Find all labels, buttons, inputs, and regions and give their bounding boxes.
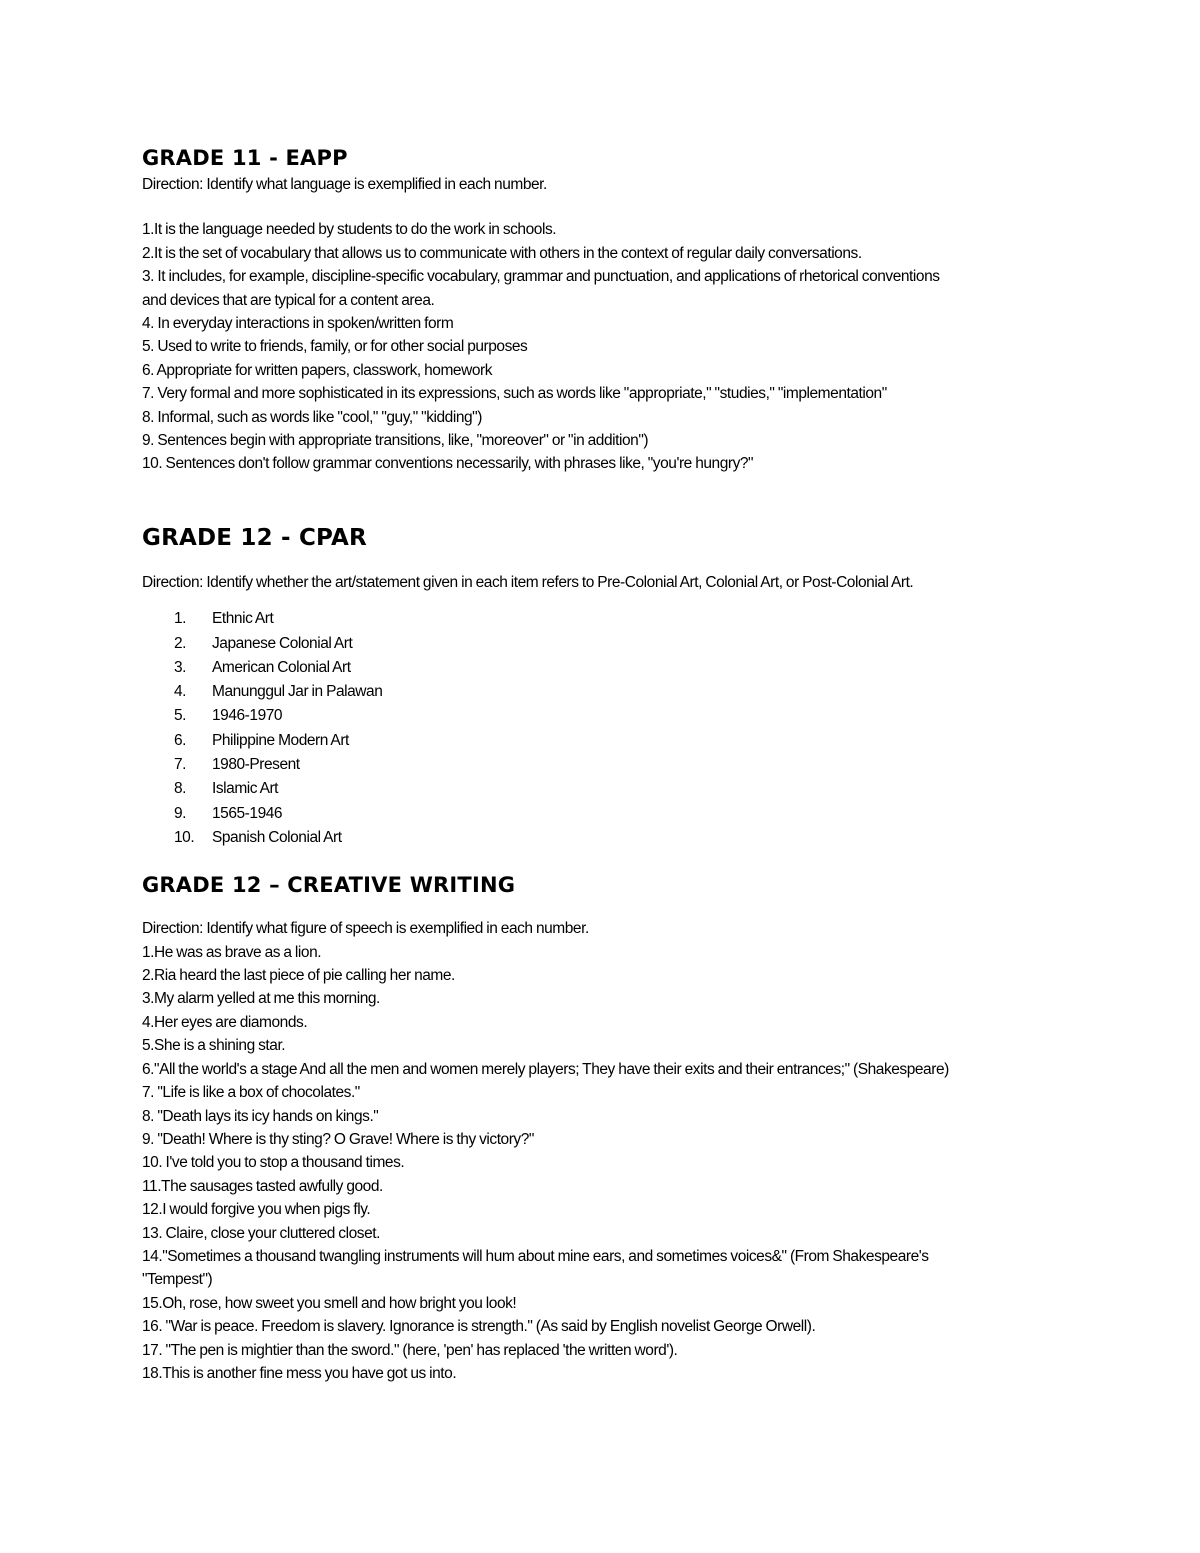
- list-number: 3.: [174, 658, 187, 676]
- list-text: 1980-Present: [212, 756, 300, 774]
- list-number: 1.: [174, 610, 187, 628]
- list-item: 6. Appropriate for written papers, classwork, homework: [142, 361, 493, 379]
- section-cpar: [142, 522, 1062, 850]
- section-title-cpar: GRADE 12 - CPAR: [142, 524, 367, 551]
- list-number: 5.: [174, 707, 187, 725]
- numbered-list-cpar: [142, 607, 1062, 850]
- list-item: 8. "Death lays its icy hands on kings.": [142, 1107, 379, 1125]
- list-text: Ethnic Art: [212, 610, 274, 628]
- list-item: [142, 632, 1062, 656]
- list-item: 5.She is a shining star.: [142, 1037, 286, 1055]
- list-item: [142, 777, 1062, 801]
- list-item: [142, 802, 1062, 826]
- list-item: 7. Very formal and more sophisticated in its expressions, such as words like "appropriate," "studies," "implementation": [142, 385, 887, 403]
- list-item: [142, 729, 1062, 753]
- list-text: Spanish Colonial Art: [212, 828, 342, 846]
- list-text: Japanese Colonial Art: [212, 634, 353, 652]
- section-creative-writing: [142, 870, 1062, 1385]
- list-item: 6."All the world's a stage And all the men and women merely players; They have their exits and their entrances;" (Shakespeare): [142, 1060, 949, 1078]
- list-text: Islamic Art: [212, 780, 279, 798]
- list-number: 2.: [174, 634, 187, 652]
- list-number: 6.: [174, 731, 187, 749]
- direction-eapp: Direction: Identify what language is exemplified in each number.: [142, 176, 547, 193]
- list-item: 4. In everyday interactions in spoken/written form: [142, 315, 454, 333]
- list-number: 10.: [174, 828, 195, 846]
- list-item: 10. I've told you to stop a thousand times.: [142, 1154, 405, 1172]
- list-item: 1.He was as brave as a lion.: [142, 943, 322, 961]
- list-item: 5. Used to write to friends, family, or for other social purposes: [142, 338, 528, 356]
- list-number: 7.: [174, 756, 187, 774]
- section-title-eapp: GRADE 11 - EAPP: [142, 146, 348, 170]
- list-item: [142, 704, 1062, 728]
- list-number: 4.: [174, 683, 187, 701]
- list-number: 8.: [174, 780, 187, 798]
- list-item: 2.Ria heard the last piece of pie calling her name.: [142, 967, 455, 985]
- list-item: [142, 753, 1062, 777]
- list-item: 9. "Death! Where is thy sting? O Grave! Where is thy victory?": [142, 1130, 534, 1148]
- list-text: Philippine Modern Art: [212, 731, 349, 749]
- direction-creative-writing: Direction: Identify what figure of speech is exemplified in each number.: [142, 920, 589, 938]
- list-item: 9. Sentences begin with appropriate transitions, like, "moreover" or "in addition"): [142, 432, 649, 450]
- list-item: 2.It is the set of vocabulary that allows us to communicate with others in the context of regular daily conversations.: [142, 244, 862, 262]
- list-item-continuation: "Tempest"): [142, 1271, 213, 1289]
- list-number: 9.: [174, 804, 187, 822]
- list-item: 14."Sometimes a thousand twangling instruments will hum about mine ears, and sometimes voices&" (From Shakespeare's: [142, 1247, 929, 1265]
- list-text: 1946-1970: [212, 707, 283, 725]
- list-item: 3.My alarm yelled at me this morning.: [142, 990, 380, 1008]
- list-item: [142, 680, 1062, 704]
- list-item: [142, 656, 1062, 680]
- list-item: 13. Claire, close your cluttered closet.: [142, 1224, 380, 1242]
- list-item: [142, 826, 1062, 850]
- document-content: [142, 140, 1062, 1385]
- item-list-creative-writing: [142, 941, 1062, 1386]
- list-text: American Colonial Art: [212, 658, 351, 676]
- list-text: 1565-1946: [212, 804, 283, 822]
- list-item-continuation: and devices that are typical for a content area.: [142, 291, 435, 309]
- list-item: 17. "The pen is mightier than the sword." (here, 'pen' has replaced 'the written word').: [142, 1341, 678, 1359]
- direction-cpar: Direction: Identify whether the art/statement given in each item refers to Pre-Colonial Art, Colonial Art, or Post-Colonial Art.: [142, 573, 914, 591]
- list-item: 3. It includes, for example, discipline-specific vocabulary, grammar and punctuation, and applications of rhetorical conventions: [142, 268, 940, 286]
- list-item: 18.This is another fine mess you have got us into.: [142, 1364, 457, 1382]
- list-item: 12.I would forgive you when pigs fly.: [142, 1201, 371, 1219]
- list-item: 11.The sausages tasted awfully good.: [142, 1177, 383, 1195]
- section-eapp: [142, 143, 1062, 476]
- list-item: 1.It is the language needed by students to do the work in schools.: [142, 221, 557, 239]
- section-title-creative-writing: GRADE 12 – CREATIVE WRITING: [142, 873, 516, 898]
- item-list-eapp: [142, 218, 1062, 475]
- list-item: 7. "Life is like a box of chocolates.": [142, 1084, 360, 1102]
- list-item: 15.Oh, rose, how sweet you smell and how bright you look!: [142, 1294, 517, 1312]
- list-item: [142, 607, 1062, 631]
- list-item: 10. Sentences don't follow grammar conventions necessarily, with phrases like, "you're hungry?": [142, 455, 754, 473]
- list-item: 16. "War is peace. Freedom is slavery. Ignorance is strength." (As said by English novelist George Orwell).: [142, 1318, 816, 1336]
- list-text: Manunggul Jar in Palawan: [212, 683, 383, 701]
- list-item: 8. Informal, such as words like "cool," "guy," "kidding"): [142, 408, 482, 426]
- list-item: 4.Her eyes are diamonds.: [142, 1013, 308, 1031]
